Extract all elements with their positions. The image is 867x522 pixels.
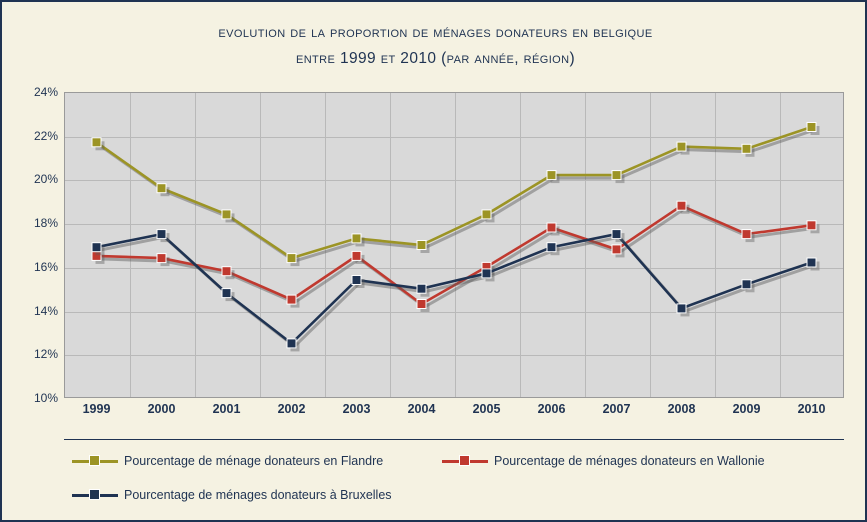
chart-title-line-1: evolution de la proportion de ménages donateurs en belgique: [218, 24, 653, 41]
series-marker[interactable]: [807, 123, 816, 132]
legend-item-bruxelles[interactable]: [72, 480, 392, 510]
x-axis-tick-label: 2005: [472, 402, 501, 416]
series-marker[interactable]: [742, 280, 751, 289]
x-axis-tick-label: 2003: [342, 402, 371, 416]
legend-label-wallonie: Pourcentage de ménages donateurs en Wallonie: [494, 454, 765, 468]
legend-row-2: [64, 480, 844, 510]
y-axis-tick-label: 20%: [33, 172, 58, 187]
series-marker[interactable]: [287, 339, 296, 348]
series-marker[interactable]: [417, 300, 426, 309]
series-marker[interactable]: [612, 171, 621, 180]
legend-item-flandre[interactable]: [72, 446, 383, 476]
x-axis-tick-label: 2006: [537, 402, 566, 416]
series-marker[interactable]: [482, 210, 491, 219]
series-marker[interactable]: [677, 304, 686, 313]
series-marker[interactable]: [742, 144, 751, 153]
chart-title-line-2: entre 1999 et 2010 (par année, région): [295, 50, 576, 67]
legend-marker-wallonie: [459, 455, 470, 466]
series-marker[interactable]: [92, 243, 101, 252]
series-marker[interactable]: [157, 230, 166, 239]
legend-marker-flandre: [89, 455, 100, 466]
series-marker[interactable]: [157, 184, 166, 193]
series-marker[interactable]: [92, 138, 101, 147]
legend-row-1: [64, 446, 844, 476]
series-marker[interactable]: [807, 221, 816, 230]
y-axis-tick-label: 12%: [33, 347, 58, 362]
y-axis-tick-label: 14%: [33, 303, 58, 318]
series-marker[interactable]: [222, 289, 231, 298]
series-marker[interactable]: [417, 284, 426, 293]
series-marker[interactable]: [677, 142, 686, 151]
y-axis-tick-label: 10%: [33, 391, 58, 405]
legend-line-bruxelles: [72, 494, 118, 497]
x-axis-tick-label: 2002: [277, 402, 306, 416]
x-axis-tick-label: 2009: [732, 402, 761, 416]
legend-label-bruxelles: Pourcentage de ménages donateurs à Bruxelles: [124, 488, 392, 502]
series-line-shadow: [100, 130, 815, 261]
series-line-shadow: [100, 237, 815, 346]
chart-title: [2, 20, 867, 72]
x-axis-tick-label: 2004: [407, 402, 436, 416]
x-axis-tick-label: 2010: [797, 402, 826, 416]
x-axis-tick-label: 2001: [212, 402, 241, 416]
legend-label-flandre: Pourcentage de ménage donateurs en Flandre: [124, 454, 384, 468]
series-marker[interactable]: [677, 201, 686, 210]
series-marker[interactable]: [222, 267, 231, 276]
series-marker[interactable]: [157, 254, 166, 263]
legend-line-wallonie: [442, 460, 488, 463]
x-axis-tick-label: 2000: [147, 402, 176, 416]
series-marker[interactable]: [547, 223, 556, 232]
series-marker[interactable]: [742, 230, 751, 239]
legend-line-flandre: [72, 460, 118, 463]
y-axis-tick-label: 24%: [33, 85, 58, 99]
x-axis: [64, 402, 844, 424]
series-marker[interactable]: [352, 234, 361, 243]
series-marker[interactable]: [417, 241, 426, 250]
y-axis-tick-label: 22%: [33, 128, 58, 143]
legend-item-wallonie[interactable]: [442, 446, 765, 476]
series-marker[interactable]: [222, 210, 231, 219]
x-axis-tick-label: 2007: [602, 402, 631, 416]
x-axis-tick-label: 2008: [667, 402, 696, 416]
series-line-shadow: [100, 209, 815, 307]
chart-legend: [64, 439, 844, 511]
y-axis: [2, 85, 58, 405]
series-marker[interactable]: [547, 171, 556, 180]
series-layer: [64, 92, 844, 398]
series-marker[interactable]: [482, 269, 491, 278]
series-marker[interactable]: [287, 254, 296, 263]
y-axis-tick-label: 16%: [33, 259, 58, 274]
series-marker[interactable]: [547, 243, 556, 252]
series-marker[interactable]: [352, 251, 361, 260]
legend-marker-bruxelles: [89, 489, 100, 500]
series-marker[interactable]: [352, 276, 361, 285]
series-marker[interactable]: [612, 245, 621, 254]
series-marker[interactable]: [612, 230, 621, 239]
y-axis-tick-label: 18%: [33, 216, 58, 231]
x-axis-tick-label: 1999: [82, 402, 111, 416]
series-marker[interactable]: [807, 258, 816, 267]
series-marker[interactable]: [287, 295, 296, 304]
series-line: [97, 127, 812, 258]
